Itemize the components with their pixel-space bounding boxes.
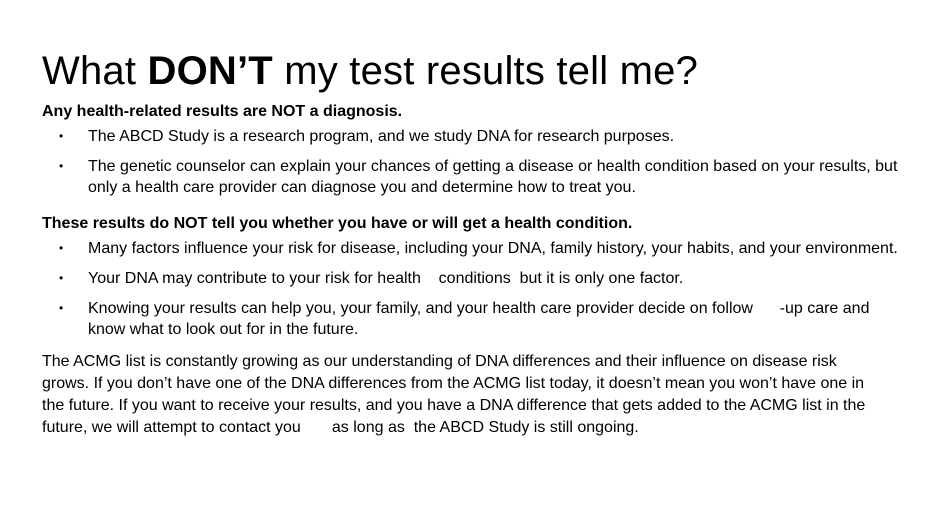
list-item — [42, 268, 910, 289]
bullet-icon: • — [59, 129, 64, 143]
list-item — [42, 126, 910, 147]
bullet-list-diagnosis — [42, 126, 902, 198]
bullet-icon: • — [59, 159, 64, 173]
bullet-icon: • — [59, 271, 64, 285]
title-pre: What — [42, 49, 148, 93]
section-heading-health-condition: These results do NOT tell you whether you have or will get a health condition. — [42, 215, 633, 232]
list-item-text: Knowing your results can help you, your family, and your health care provider decide on follow -up care and know what to look out for in the future. — [88, 300, 874, 338]
bullet-icon: • — [59, 301, 64, 315]
list-item — [42, 156, 910, 198]
list-item-text: The genetic counselor can explain your chances of getting a disease or health condition based on your results, but only a health care provider can diagnose you and determine how to treat you. — [88, 158, 898, 196]
bullet-icon: • — [59, 241, 64, 255]
list-item-text: The ABCD Study is a research program, and we study DNA for research purposes. — [88, 128, 675, 145]
title-post: my test results tell me? — [272, 49, 699, 93]
list-item-text: Many factors influence your risk for disease, including your DNA, family history, your habits, and your environment. — [88, 240, 898, 257]
list-item-text: Your DNA may contribute to your risk for health conditions but it is only one factor. — [88, 270, 684, 287]
slide-content — [42, 48, 902, 455]
title-emphasis: DON’T — [147, 49, 273, 93]
acmg-paragraph: The ACMG list is constantly growing as our understanding of DNA differences and their influence on disease risk grows. If you don’t have one of the DNA differences from the ACMG list today, it doesn’t mean you won’t have one in the future. If you want to receive your results, and you have a DNA difference that gets added to the ACMG list in the future, we will attempt to contact you as long as the ABCD Study is still ongoing. — [42, 353, 870, 436]
list-item — [42, 298, 910, 340]
section-heading-diagnosis: Any health-related results are NOT a diagnosis. — [42, 103, 403, 120]
bullet-list-health-condition — [42, 238, 902, 340]
page-title — [42, 48, 902, 94]
list-item — [42, 238, 910, 259]
